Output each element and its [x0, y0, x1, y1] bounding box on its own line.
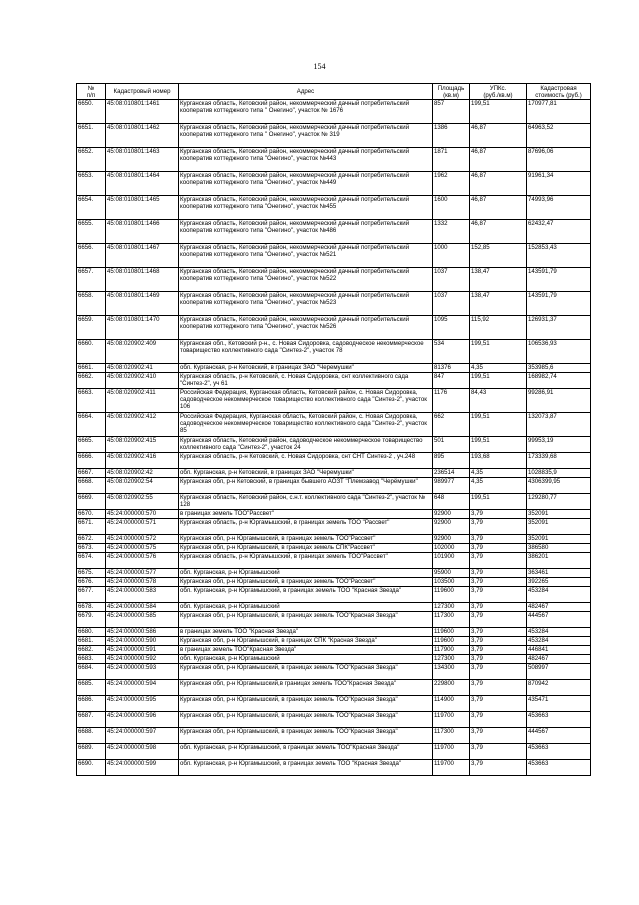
cell-cadastral-value: 386580	[527, 544, 591, 553]
cell-area: 101900	[433, 553, 470, 569]
cell-cadastral-number: 45:24:000000:584	[106, 603, 179, 612]
header-cadastral-value: Кадастровая стоимость (руб.)	[527, 84, 591, 100]
cell-area: 92900	[433, 519, 470, 535]
table-row	[77, 340, 591, 364]
cell-row-number: 6659.	[77, 316, 106, 340]
cell-cadastral-value: 453284	[527, 628, 591, 637]
cell-cadastral-number: 45:08:010801:1462	[106, 124, 179, 148]
cell-cadastral-value: 353985,6	[527, 364, 591, 373]
cell-row-number: 6662.	[77, 373, 106, 389]
cell-area: 236514	[433, 469, 470, 478]
cell-cadastral-value: 1028835,9	[527, 469, 591, 478]
table-row	[77, 316, 591, 340]
cell-row-number: 6678.	[77, 603, 106, 612]
table-row	[77, 469, 591, 478]
cell-cadastral-value: 386201	[527, 553, 591, 569]
cell-area: 1332	[433, 220, 470, 244]
cell-area: 95900	[433, 569, 470, 578]
cell-cadastral-number: 45:24:000000:575	[106, 544, 179, 553]
cell-cadastral-number: 45:08:010801:1464	[106, 172, 179, 196]
cell-cadastral-number: 45:08:010801:1469	[106, 292, 179, 316]
cell-area: 662	[433, 413, 470, 437]
cell-area: 1176	[433, 389, 470, 413]
cell-cadastral-value: 352091	[527, 510, 591, 519]
cell-upks: 4,35	[470, 469, 527, 478]
cell-cadastral-number: 45:08:020902:54	[106, 478, 179, 494]
cell-area: 114900	[433, 696, 470, 712]
header-area: Площадь (кв.м)	[433, 84, 470, 100]
cell-row-number: 6658.	[77, 292, 106, 316]
cell-cadastral-value: 87696,06	[527, 148, 591, 172]
cell-address: Курганская область, Кетовский район, садоводческое некоммерческое товарищество коллективного сада "Синтез-2", участок 24	[179, 437, 433, 453]
cell-address: обл. Курганская, р-н Юргамышский	[179, 569, 433, 578]
table-row	[77, 535, 591, 544]
cell-cadastral-number: 45:24:000000:595	[106, 696, 179, 712]
cell-row-number: 6684.	[77, 664, 106, 680]
cell-cadastral-value: 352091	[527, 535, 591, 544]
table-row	[77, 220, 591, 244]
table-row	[77, 553, 591, 569]
table-row	[77, 628, 591, 637]
cell-area: 81376	[433, 364, 470, 373]
cell-cadastral-number: 45:08:010801:1466	[106, 220, 179, 244]
table-row	[77, 587, 591, 603]
cell-area: 119700	[433, 712, 470, 728]
cell-cadastral-value: 99953,19	[527, 437, 591, 453]
cell-row-number: 6650.	[77, 100, 106, 124]
cell-address: Курганская область, Кетовский район, некоммерческий дачный потребительский кооператив коттеджного типа " Онегино", участок № 1676	[179, 100, 433, 124]
cell-upks: 138,47	[470, 268, 527, 292]
cell-cadastral-value: 91961,34	[527, 172, 591, 196]
cell-cadastral-number: 45:08:020902:411	[106, 389, 179, 413]
cell-upks: 3,79	[470, 728, 527, 744]
cell-address: Курганская обл, р-н Юргамышский, в границах земель ТОО"Красная Звезда"	[179, 612, 433, 628]
cell-cadastral-number: 45:24:000000:594	[106, 680, 179, 696]
table-row	[77, 494, 591, 510]
table-row	[77, 148, 591, 172]
table-row	[77, 364, 591, 373]
cell-cadastral-number: 45:24:000000:586	[106, 628, 179, 637]
cell-address: Курганская обл, р-н Юргамышский, в границах земель ТОО"Красная Звезда"	[179, 728, 433, 744]
cell-row-number: 6652.	[77, 148, 106, 172]
cell-cadastral-number: 45:24:000000:597	[106, 728, 179, 744]
cell-area: 847	[433, 373, 470, 389]
cell-row-number: 6667.	[77, 469, 106, 478]
cell-address: обл. Курганская, р-н Юргамышский	[179, 603, 433, 612]
cell-upks: 46,87	[470, 196, 527, 220]
cell-area: 103500	[433, 578, 470, 587]
cell-row-number: 6670.	[77, 510, 106, 519]
cell-upks: 3,79	[470, 544, 527, 553]
cell-cadastral-number: 45:08:020902:410	[106, 373, 179, 389]
cell-cadastral-number: 45:08:010801:1467	[106, 244, 179, 268]
header-address: Адрес	[179, 84, 433, 100]
cell-area: 134300	[433, 664, 470, 680]
cell-address: Курганская область, Кетовский район, некоммерческий дачный потребительский кооператив коттеджного типа "Онегино", участок №455	[179, 196, 433, 220]
cell-area: 117900	[433, 646, 470, 655]
table-row	[77, 744, 591, 760]
cell-cadastral-value: 444567	[527, 728, 591, 744]
table-row	[77, 172, 591, 196]
cell-row-number: 6656.	[77, 244, 106, 268]
cell-cadastral-value: 446841	[527, 646, 591, 655]
cell-upks: 3,79	[470, 712, 527, 728]
cell-cadastral-number: 45:24:000000:598	[106, 744, 179, 760]
table-row	[77, 696, 591, 712]
cell-area: 119700	[433, 744, 470, 760]
table-body	[77, 100, 591, 776]
cell-address: в границах земель ТОО "Красная Звезда"	[179, 628, 433, 637]
cell-area: 1962	[433, 172, 470, 196]
cell-upks: 199,51	[470, 494, 527, 510]
cell-address: Курганская обл, р-н Юргамышский,в границах земель ТОО"Красная Звезда"	[179, 680, 433, 696]
cell-row-number: 6676.	[77, 578, 106, 587]
table-row	[77, 389, 591, 413]
cell-address: Курганская обл, р-н Юргамышский, в границах земель ТОО"Рассвет"	[179, 535, 433, 544]
cell-cadastral-value: 453284	[527, 587, 591, 603]
cell-cadastral-value: 143591,79	[527, 292, 591, 316]
table-row	[77, 612, 591, 628]
cell-address: Курганская область, р-н Юргамышский, в границах земель ТОО "Рассвет"	[179, 519, 433, 535]
cell-area: 119700	[433, 760, 470, 776]
cell-area: 895	[433, 453, 470, 469]
cell-cadastral-value: 143591,79	[527, 268, 591, 292]
cell-row-number: 6682.	[77, 646, 106, 655]
table-row	[77, 664, 591, 680]
cell-upks: 3,79	[470, 510, 527, 519]
cell-row-number: 6661.	[77, 364, 106, 373]
cell-row-number: 6651.	[77, 124, 106, 148]
cell-address: в границах земель ТОО"Красная Звезда"	[179, 646, 433, 655]
cell-area: 1871	[433, 148, 470, 172]
cell-cadastral-value: 352091	[527, 519, 591, 535]
cell-cadastral-value: 453663	[527, 744, 591, 760]
cell-cadastral-number: 45:24:000000:596	[106, 712, 179, 728]
cell-upks: 3,79	[470, 553, 527, 569]
table-row	[77, 453, 591, 469]
cell-row-number: 6668.	[77, 478, 106, 494]
cell-address: обл. Курганская, р-н Кетовский, в границах ЗАО "Черемушки"	[179, 364, 433, 373]
table-row	[77, 578, 591, 587]
cell-cadastral-number: 45:08:020902:42	[106, 469, 179, 478]
cell-cadastral-number: 45:08:010801:1465	[106, 196, 179, 220]
cell-cadastral-number: 45:08:020902:41	[106, 364, 179, 373]
cell-cadastral-number: 45:08:010801:1470	[106, 316, 179, 340]
cell-cadastral-number: 45:24:000000:585	[106, 612, 179, 628]
cell-area: 127300	[433, 603, 470, 612]
cell-row-number: 6655.	[77, 220, 106, 244]
cell-cadastral-number: 45:08:020902:416	[106, 453, 179, 469]
cell-area: 989977	[433, 478, 470, 494]
cell-address: Курганская область, р-н Кетовский, с. Новая Сидоровка, снт СНТ Синтез-2 , уч.248	[179, 453, 433, 469]
cell-upks: 3,79	[470, 535, 527, 544]
cell-address: Курганская область, Кетовский район, некоммерческий дачный потребительский кооператив коттеджного типа "Онегино", участок №443	[179, 148, 433, 172]
cell-address: Курганская обл, р-н Юргамышский, в границах земель СПК"Рассвет"	[179, 544, 433, 553]
cell-cadastral-value: 168982,74	[527, 373, 591, 389]
cell-row-number: 6673.	[77, 544, 106, 553]
cell-address: Курганская обл, р-н Юргамышский, в границах земель ТОО"Красная Звезда"	[179, 696, 433, 712]
cell-upks: 199,51	[470, 413, 527, 437]
cell-upks: 3,79	[470, 578, 527, 587]
cell-area: 1386	[433, 124, 470, 148]
cell-row-number: 6677.	[77, 587, 106, 603]
cell-cadastral-number: 45:08:020902:55	[106, 494, 179, 510]
cell-row-number: 6680.	[77, 628, 106, 637]
cell-row-number: 6688.	[77, 728, 106, 744]
cell-upks: 3,79	[470, 628, 527, 637]
table-row	[77, 510, 591, 519]
cell-upks: 193,68	[470, 453, 527, 469]
cell-cadastral-value: 435471	[527, 696, 591, 712]
cell-row-number: 6685.	[77, 680, 106, 696]
cell-row-number: 6683.	[77, 655, 106, 664]
cell-upks: 115,92	[470, 316, 527, 340]
cell-cadastral-value: 152853,43	[527, 244, 591, 268]
table-row	[77, 268, 591, 292]
cell-row-number: 6669.	[77, 494, 106, 510]
cell-row-number: 6681.	[77, 637, 106, 646]
header-number: № п/п	[77, 84, 106, 100]
table-row	[77, 292, 591, 316]
cell-upks: 199,51	[470, 437, 527, 453]
cell-cadastral-value: 170977,81	[527, 100, 591, 124]
cell-cadastral-value: 482467	[527, 655, 591, 664]
cell-upks: 3,79	[470, 637, 527, 646]
cell-cadastral-value: 64963,52	[527, 124, 591, 148]
cell-address: Курганская область, Кетовский район, некоммерческий дачный потребительский кооператив коттеджного типа "Онегино", участок №523	[179, 292, 433, 316]
cell-row-number: 6687.	[77, 712, 106, 728]
cell-upks: 3,79	[470, 680, 527, 696]
table-row	[77, 680, 591, 696]
cell-upks: 46,87	[470, 220, 527, 244]
cell-area: 1600	[433, 196, 470, 220]
cell-cadastral-value: 99286,91	[527, 389, 591, 413]
cell-area: 119600	[433, 628, 470, 637]
cell-address: Курганская область, Кетовский район, некоммерческий дачный потребительский кооператив коттеджного типа "Онегино", участок №521	[179, 244, 433, 268]
table-row	[77, 413, 591, 437]
cell-area: 501	[433, 437, 470, 453]
cell-cadastral-value: 106536,93	[527, 340, 591, 364]
header-cadastral-number: Кадастровый номер	[106, 84, 179, 100]
cell-cadastral-value: 508997	[527, 664, 591, 680]
cell-cadastral-value: 363461	[527, 569, 591, 578]
cell-cadastral-number: 45:24:000000:583	[106, 587, 179, 603]
cell-address: обл. Курганская, р-н Юргамышский, в границах земель ТОО "Красная Звезда"	[179, 760, 433, 776]
cell-upks: 3,79	[470, 760, 527, 776]
cell-row-number: 6666.	[77, 453, 106, 469]
cell-upks: 3,79	[470, 519, 527, 535]
cell-area: 119600	[433, 637, 470, 646]
cell-cadastral-number: 45:24:000000:590	[106, 637, 179, 646]
cell-cadastral-number: 45:24:000000:593	[106, 664, 179, 680]
cell-area: 1037	[433, 292, 470, 316]
cell-cadastral-value: 453663	[527, 760, 591, 776]
cell-row-number: 6686.	[77, 696, 106, 712]
cell-row-number: 6679.	[77, 612, 106, 628]
table-row	[77, 124, 591, 148]
cell-address: в границах земель ТОО"Рассвет"	[179, 510, 433, 519]
table-row	[77, 646, 591, 655]
cell-area: 534	[433, 340, 470, 364]
cell-row-number: 6690.	[77, 760, 106, 776]
cell-cadastral-number: 45:24:000000:592	[106, 655, 179, 664]
table-row	[77, 569, 591, 578]
cell-address: Курганская область, р-н Юргамышский, в границах земель ТОО"Рассвет"	[179, 553, 433, 569]
cell-cadastral-value: 62432,47	[527, 220, 591, 244]
cell-cadastral-number: 45:08:010801:1461	[106, 100, 179, 124]
cell-upks: 4,35	[470, 478, 527, 494]
cell-area: 229800	[433, 680, 470, 696]
table-row	[77, 712, 591, 728]
cell-cadastral-number: 45:08:020902:415	[106, 437, 179, 453]
cell-row-number: 6660.	[77, 340, 106, 364]
cell-upks: 3,79	[470, 587, 527, 603]
table-row	[77, 478, 591, 494]
cell-area: 1095	[433, 316, 470, 340]
cell-cadastral-value: 74993,96	[527, 196, 591, 220]
cell-area: 117300	[433, 728, 470, 744]
cell-row-number: 6664.	[77, 413, 106, 437]
table-row	[77, 100, 591, 124]
table-header-row	[77, 84, 591, 100]
cell-upks: 138,47	[470, 292, 527, 316]
table-row	[77, 519, 591, 535]
cell-row-number: 6672.	[77, 535, 106, 544]
cell-address: Курганская обл., Кетовский р-н., с. Новая Сидоровка, садоводческое некоммерческое товарищество коллективного сада "Синтез-2", участок 78	[179, 340, 433, 364]
cell-cadastral-number: 45:24:000000:576	[106, 553, 179, 569]
cell-cadastral-number: 45:08:020902:409	[106, 340, 179, 364]
cell-cadastral-value: 453663	[527, 712, 591, 728]
cell-upks: 3,79	[470, 655, 527, 664]
cell-cadastral-value: 126931,37	[527, 316, 591, 340]
cell-address: Курганская обл, р-н Юргамышский, в границах СПК "Красная Звезда"	[179, 637, 433, 646]
cadastral-table	[76, 83, 591, 776]
cell-row-number: 6675.	[77, 569, 106, 578]
cell-address: Курганская обл, р-н Юргамышский, в границах земель ТОО"Рассвет"	[179, 578, 433, 587]
cell-area: 857	[433, 100, 470, 124]
cell-cadastral-value: 4306399,95	[527, 478, 591, 494]
cell-cadastral-number: 45:24:000000:591	[106, 646, 179, 655]
cell-cadastral-value: 870942	[527, 680, 591, 696]
cell-address: Курганская область, Кетовский район, некоммерческий дачный потребительский кооператив коттеджного типа "Онегино", участок №486	[179, 220, 433, 244]
cell-upks: 3,79	[470, 612, 527, 628]
cell-address: Российская Федерация, Курганская область, Кетовский район, с. Новая Сидоровка, садоводческое некоммерческое товарищество коллективного сада "Синтез-2", участок 85	[179, 413, 433, 437]
page-number: 154	[313, 62, 326, 71]
cell-address: Курганская обл, р-н Кетовский, в границах бывшего АОЗТ "Племзавод "Черёмушки"	[179, 478, 433, 494]
cell-cadastral-value: 453284	[527, 637, 591, 646]
cell-address: обл. Курганская, р-н Юргамышский, в границах земель ТОО "Красная Звезда"	[179, 587, 433, 603]
cell-cadastral-number: 45:08:010801:1463	[106, 148, 179, 172]
cell-address: Российская Федерация, Курганская область, Кетовский район, с. Новая Сидоровка, садоводческое некоммерческое товарищество коллективного сада "Синтез-2", участок 106	[179, 389, 433, 413]
cell-cadastral-number: 45:08:020902:412	[106, 413, 179, 437]
cell-cadastral-value: 173339,68	[527, 453, 591, 469]
cell-address: Курганская область, Кетовский район, некоммерческий дачный потребительский кооператив коттеджного типа "Онегино", участок №526	[179, 316, 433, 340]
cell-upks: 46,87	[470, 124, 527, 148]
cell-area: 119600	[433, 587, 470, 603]
cell-cadastral-number: 45:24:000000:571	[106, 519, 179, 535]
cell-upks: 4,35	[470, 364, 527, 373]
cell-address: Курганская область, Кетовский район, некоммерческий дачный потребительский кооператив коттеджного типа " Онегино", участок № 319	[179, 124, 433, 148]
cell-address: обл. Курганская, р-н Кетовский, в границах ЗАО "Черемушки"	[179, 469, 433, 478]
table-row	[77, 637, 591, 646]
cell-area: 92900	[433, 510, 470, 519]
table-row	[77, 196, 591, 220]
cell-upks: 3,79	[470, 569, 527, 578]
cell-row-number: 6657.	[77, 268, 106, 292]
cell-upks: 84,43	[470, 389, 527, 413]
cell-cadastral-number: 45:08:010801:1468	[106, 268, 179, 292]
header-upks: УПКс. (руб./кв.м)	[470, 84, 527, 100]
cell-row-number: 6674.	[77, 553, 106, 569]
cell-row-number: 6665.	[77, 437, 106, 453]
cell-address: Курганская область, Кетовский район, с.н.т. коллективного сада "Синтез-2", участок № 128	[179, 494, 433, 510]
table-row	[77, 603, 591, 612]
cell-area: 127300	[433, 655, 470, 664]
cell-address: обл. Курганская, р-н Юргамышский	[179, 655, 433, 664]
cell-upks: 46,87	[470, 172, 527, 196]
cell-row-number: 6689.	[77, 744, 106, 760]
cell-area: 92900	[433, 535, 470, 544]
cell-cadastral-value: 444567	[527, 612, 591, 628]
cell-cadastral-number: 45:24:000000:572	[106, 535, 179, 544]
cell-upks: 3,79	[470, 664, 527, 680]
cell-upks: 3,79	[470, 744, 527, 760]
cell-upks: 3,79	[470, 646, 527, 655]
cell-row-number: 6654.	[77, 196, 106, 220]
table-row	[77, 244, 591, 268]
cell-upks: 3,79	[470, 603, 527, 612]
cell-upks: 46,87	[470, 148, 527, 172]
cell-upks: 3,79	[470, 696, 527, 712]
table-row	[77, 728, 591, 744]
cell-address: обл. Курганская, р-н Юргамышский, в границах земель ТОО"Красная Звезда"	[179, 744, 433, 760]
cell-area: 1000	[433, 244, 470, 268]
cell-cadastral-value: 392265	[527, 578, 591, 587]
cell-upks: 199,51	[470, 373, 527, 389]
cell-area: 648	[433, 494, 470, 510]
cell-upks: 199,51	[470, 340, 527, 364]
cell-cadastral-number: 45:24:000000:599	[106, 760, 179, 776]
cell-upks: 152,85	[470, 244, 527, 268]
cell-area: 117300	[433, 612, 470, 628]
cell-cadastral-number: 45:24:000000:570	[106, 510, 179, 519]
table-row	[77, 760, 591, 776]
cell-address: Курганская область, Кетовский район, некоммерческий дачный потребительский кооператив коттеджного типа "Онегино", участок №449	[179, 172, 433, 196]
cell-address: Курганская обл, р-н Юргамышский, в границах земель ТОО"Красная Звезда"	[179, 664, 433, 680]
cell-cadastral-number: 45:24:000000:578	[106, 578, 179, 587]
cell-cadastral-number: 45:24:000000:577	[106, 569, 179, 578]
table-row	[77, 655, 591, 664]
cell-cadastral-value: 129280,77	[527, 494, 591, 510]
cell-address: Курганская обл, р-н Юргамышский, в границах земель ТОО"Красная Звезда"	[179, 712, 433, 728]
cell-row-number: 6671.	[77, 519, 106, 535]
table-row	[77, 437, 591, 453]
cell-cadastral-value: 132073,87	[527, 413, 591, 437]
cell-area: 1037	[433, 268, 470, 292]
cell-area: 102000	[433, 544, 470, 553]
table-row	[77, 544, 591, 553]
table-row	[77, 373, 591, 389]
cell-address: Курганская область, р-н Кетовский, с. Новая Сидоровка, снт коллективного сада "Синтез-2", уч 61	[179, 373, 433, 389]
cell-address: Курганская область, Кетовский район, некоммерческий дачный потребительский кооператив коттеджного типа "Онегино", участок №522	[179, 268, 433, 292]
cell-row-number: 6663.	[77, 389, 106, 413]
cell-cadastral-value: 482467	[527, 603, 591, 612]
cell-upks: 199,51	[470, 100, 527, 124]
cell-row-number: 6653.	[77, 172, 106, 196]
